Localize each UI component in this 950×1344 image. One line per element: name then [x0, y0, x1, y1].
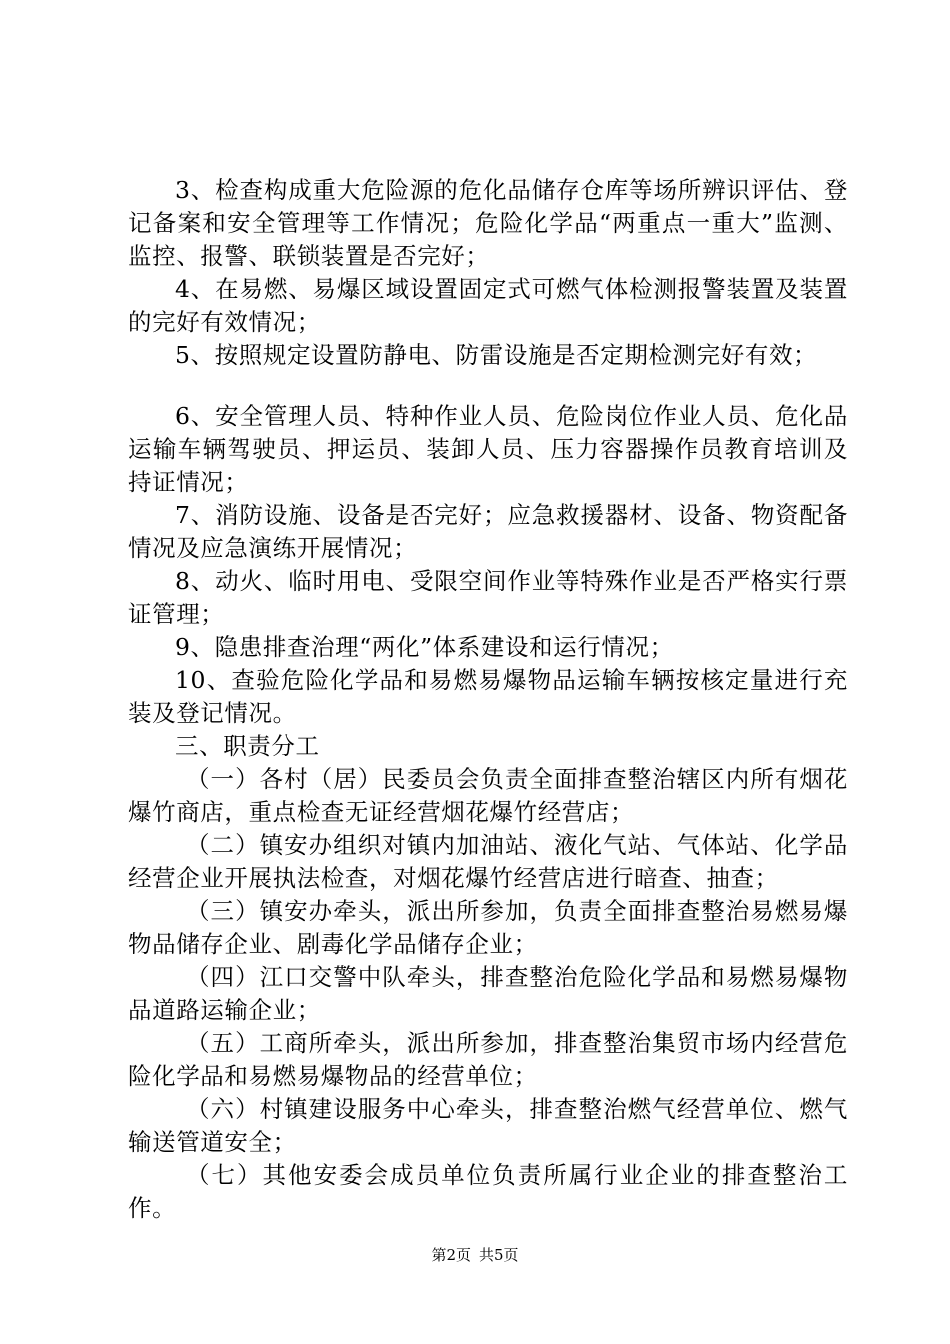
duty-2-paragraph: （二）镇安办组织对镇内加油站、液化气站、气体站、化学品经营企业开展执法检查，对烟花爆竹经营店进行暗查、抽查； — [128, 831, 848, 892]
duty-1-paragraph: （一）各村（居）民委员会负责全面排查整治辖区内所有烟花爆竹商店，重点检查无证经营烟花爆竹经营店； — [128, 765, 848, 826]
item-8-paragraph: 8、动火、临时用电、受限空间作业等特殊作业是否严格实行票证管理； — [128, 567, 848, 628]
item-4-paragraph: 4、在易燃、易爆区域设置固定式可燃气体检测报警装置及装置的完好有效情况； — [128, 275, 848, 336]
page-total: 共5页 — [479, 1246, 519, 1264]
item-5-paragraph: 5、按照规定设置防静电、防雷设施是否定期检测完好有效； — [175, 341, 818, 369]
item-9-paragraph: 9、隐患排查治理“两化”体系建设和运行情况； — [175, 633, 674, 661]
page-footer — [0, 1245, 950, 1265]
item-3-paragraph: 3、检查构成重大危险源的危化品储存仓库等场所辨识评估、登记备案和安全管理等工作情况；危险化学品“两重点一重大”监测、监控、报警、联锁装置是否完好； — [128, 176, 848, 270]
duty-4-paragraph: （四）江口交警中队牵头，排查整治危险化学品和易燃易爆物品道路运输企业； — [128, 963, 848, 1024]
duty-7-paragraph: （七）其他安委会成员单位负责所属行业企业的排查整治工作。 — [128, 1161, 848, 1222]
document-body — [128, 174, 848, 1225]
item-6-paragraph: 6、安全管理人员、特种作业人员、危险岗位作业人员、危化品运输车辆驾驶员、押运员、装卸人员、压力容器操作员教育培训及持证情况； — [128, 402, 848, 496]
duty-5-paragraph: （五）工商所牵头，派出所参加，排查整治集贸市场内经营危险化学品和易燃易爆物品的经营单位； — [128, 1029, 848, 1090]
duty-6-paragraph: （六）村镇建设服务中心牵头，排查整治燃气经营单位、燃气输送管道安全； — [128, 1095, 848, 1156]
item-10-paragraph: 10、查验危险化学品和易燃易爆物品运输车辆按核定量进行充装及登记情况。 — [128, 666, 848, 727]
item-7-paragraph: 7、消防设施、设备是否完好；应急救援器材、设备、物资配备情况及应急演练开展情况； — [128, 501, 848, 562]
section-heading: 三、职责分工 — [175, 732, 320, 760]
page-number: 第2页 — [431, 1246, 471, 1264]
duty-3-paragraph: （三）镇安办牵头，派出所参加，负责全面排查整治易燃易爆物品储存企业、剧毒化学品储存企业； — [128, 897, 848, 958]
